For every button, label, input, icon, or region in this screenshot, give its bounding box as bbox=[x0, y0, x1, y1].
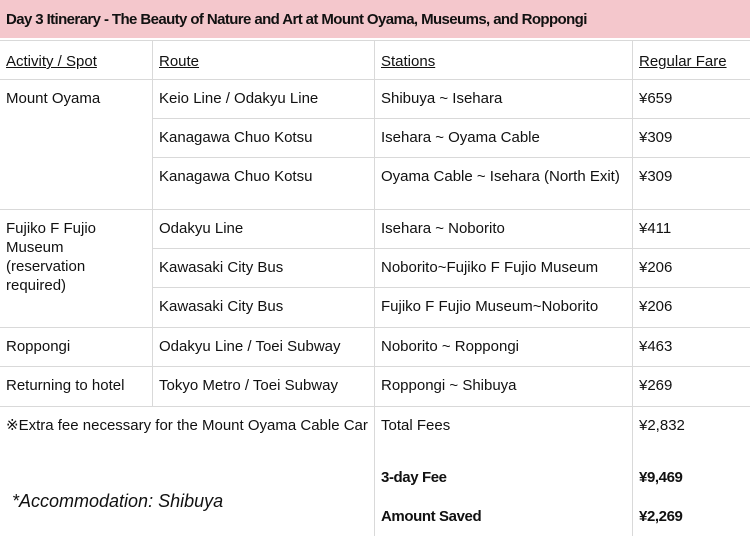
activity-cell: Roppongi bbox=[0, 327, 152, 366]
fare-cell: ¥206 bbox=[632, 248, 750, 287]
fare-cell: ¥411 bbox=[632, 209, 750, 248]
route-cell: Odakyu Line bbox=[152, 209, 374, 248]
stations-cell: Isehara ~ Noborito bbox=[374, 209, 632, 248]
route-cell: Tokyo Metro / Toei Subway bbox=[152, 366, 374, 406]
route-cell: Odakyu Line / Toei Subway bbox=[152, 327, 374, 366]
accommodation-note: *Accommodation: Shibuya bbox=[12, 491, 224, 511]
three-day-fee-value: ¥9,469 bbox=[632, 458, 750, 497]
amount-saved-label: Amount Saved bbox=[374, 497, 632, 536]
stations-cell: Noborito ~ Roppongi bbox=[374, 327, 632, 366]
stations-cell: Shibuya ~ Isehara bbox=[374, 79, 632, 118]
route-cell: Kanagawa Chuo Kotsu bbox=[152, 157, 374, 209]
three-day-fee-label: 3-day Fee bbox=[374, 458, 632, 497]
fare-cell: ¥269 bbox=[632, 366, 750, 406]
stations-cell: Oyama Cable ~ Isehara (North Exit) bbox=[374, 157, 632, 209]
header-fare: Regular Fare bbox=[632, 40, 750, 79]
extra-fee-note: ※Extra fee necessary for the Mount Oyama Cable Car bbox=[0, 406, 374, 536]
activity-cell: Fujiko F Fujio Museum (reservation required) bbox=[0, 209, 152, 327]
stations-cell: Isehara ~ Oyama Cable bbox=[374, 118, 632, 157]
route-cell: Kawasaki City Bus bbox=[152, 287, 374, 327]
fare-cell: ¥463 bbox=[632, 327, 750, 366]
header-stations: Stations bbox=[374, 40, 632, 79]
route-cell: Kawasaki City Bus bbox=[152, 248, 374, 287]
total-fees-value: ¥2,832 bbox=[632, 406, 750, 458]
itinerary-title: Day 3 Itinerary - The Beauty of Nature and Art at Mount Oyama, Museums, and Roppongi bbox=[0, 0, 750, 38]
activity-cell: Mount Oyama bbox=[0, 79, 152, 209]
fare-cell: ¥659 bbox=[632, 79, 750, 118]
fare-cell: ¥309 bbox=[632, 118, 750, 157]
route-cell: Keio Line / Odakyu Line bbox=[152, 79, 374, 118]
stations-cell: Noborito~Fujiko F Fujio Museum bbox=[374, 248, 632, 287]
activity-cell: Returning to hotel bbox=[0, 366, 152, 406]
fare-cell: ¥206 bbox=[632, 287, 750, 327]
header-route: Route bbox=[152, 40, 374, 79]
amount-saved-value: ¥2,269 bbox=[632, 497, 750, 536]
route-cell: Kanagawa Chuo Kotsu bbox=[152, 118, 374, 157]
stations-cell: Roppongi ~ Shibuya bbox=[374, 366, 632, 406]
fare-cell: ¥309 bbox=[632, 157, 750, 209]
total-fees-label: Total Fees bbox=[374, 406, 632, 458]
stations-cell: Fujiko F Fujio Museum~Noborito bbox=[374, 287, 632, 327]
header-activity: Activity / Spot bbox=[0, 40, 152, 79]
